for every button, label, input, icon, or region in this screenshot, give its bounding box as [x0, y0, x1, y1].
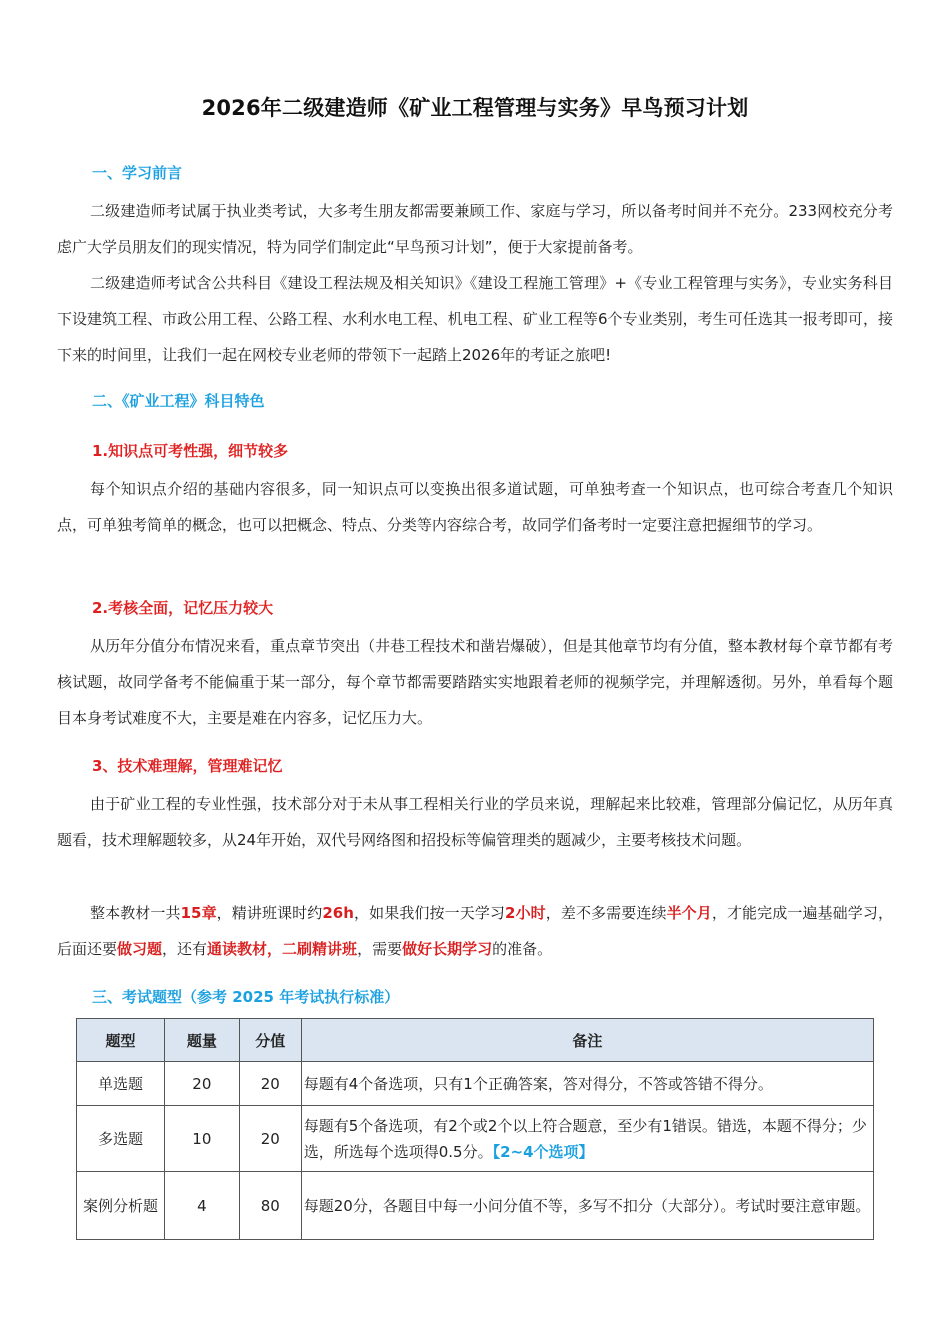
feature-heading-2: 2.考核全面，记忆压力较大 — [92, 599, 274, 617]
plan-highlight: 通读教材，二刷精讲班 — [207, 940, 358, 958]
intro-paragraph-1: 二级建造师考试属于执业类考试，大多考生朋友都需要兼顾工作、家庭与学习，所以备考时间并不充分。233网校充分考虑广大学员朋友们的现实情况，特为同学们制定此“早鸟预习计划”，便于大家提前备考。 — [57, 202, 893, 256]
cell-type: 多选题 — [77, 1106, 165, 1172]
plan-text: ，还有 — [162, 940, 208, 958]
plan-text: ，需要 — [357, 940, 403, 958]
cell-count: 4 — [164, 1172, 239, 1240]
plan-text: ，精讲班课时约 — [216, 904, 323, 922]
plan-highlight: 15章 — [180, 904, 217, 922]
feature-paragraph-3: 由于矿业工程的专业性强，技术部分对于未从事工程相关行业的学员来说，理解起来比较难，管理部分偏记忆，从历年真题看，技术理解题较多，从24年开始，双代号网络图和招投标等偏管理类的题减少，主要考核技术问题。 — [57, 795, 893, 849]
feature-heading-3: 3、技术难理解，管理难记忆 — [92, 757, 283, 775]
cell-type: 单选题 — [77, 1062, 165, 1106]
table-row — [77, 1062, 874, 1106]
header-count: 题量 — [164, 1019, 239, 1062]
feature-heading-1: 1.知识点可考性强，细节较多 — [92, 442, 289, 460]
feature-paragraph-2: 从历年分值分布情况来看，重点章节突出（井巷工程技术和凿岩爆破），但是其他章节均有分值，整本教材每个章节都有考核试题，故同学备考不能偏重于某一部分，每个章节都需要踏踏实实地跟着老师的视频学完，并理解透彻。另外，单看每个题目本身考试难度不大，主要是难在内容多，记忆压力大。 — [57, 637, 893, 727]
plan-highlight: 半个月 — [666, 904, 712, 922]
note-text: 每题有5个备选项，有2个或2个以上符合题意，至少有1错误。错选，本题不得分；少选，所选每个选项得0.5分。 — [303, 1116, 867, 1161]
study-plan-paragraph — [57, 895, 893, 967]
plan-highlight: 做习题 — [117, 940, 163, 958]
section-heading-features: 二、《矿业工程》科目特色 — [92, 392, 265, 410]
table-row — [77, 1106, 874, 1172]
plan-text: 整本教材一共 — [90, 904, 181, 922]
cell-count: 20 — [164, 1062, 239, 1106]
note-highlight: 【2~4个选项】 — [492, 1142, 594, 1161]
cell-count: 10 — [164, 1106, 239, 1172]
header-note: 备注 — [301, 1019, 873, 1062]
cell-score: 20 — [239, 1062, 301, 1106]
cell-note: 每题20分，各题目中每一小问分值不等，多写不扣分（大部分）。考试时要注意审题。 — [301, 1172, 873, 1240]
plan-text: ，才能完成一遍基础学习，后面还要 — [57, 904, 893, 958]
feature-paragraph-1: 每个知识点介绍的基础内容很多，同一知识点可以变换出很多道试题，可单独考查一个知识点，也可综合考查几个知识点，可单独考简单的概念，也可以把概念、特点、分类等内容综合考，故同学们备考时一定要注意把握细节的学习。 — [57, 480, 893, 534]
table-header-row — [77, 1019, 874, 1062]
intro-paragraph-2: 二级建造师考试含公共科目《建设工程法规及相关知识》《建设工程施工管理》+《专业工程管理与实务》，专业实务科目下设建筑工程、市政公用工程、公路工程、水利水电工程、机电工程、矿业工程等6个专业类别，考生可任选其一报考即可，接下来的时间里，让我们一起在网校专业老师的带领下一起踏上2026年的考证之旅吧! — [57, 274, 893, 364]
cell-score: 80 — [239, 1172, 301, 1240]
document-title: 2026年二级建造师《矿业工程管理与实务》早鸟预习计划 — [201, 96, 749, 120]
exam-types-table — [76, 1018, 874, 1240]
cell-note: 每题有4个备选项，只有1个正确答案，答对得分，不答或答错不得分。 — [301, 1062, 873, 1106]
table-row — [77, 1172, 874, 1240]
section-heading-exam-types: 三、考试题型（参考 2025 年考试执行标准） — [92, 988, 400, 1006]
plan-highlight: 2小时 — [505, 904, 546, 922]
section-heading-intro: 一、学习前言 — [92, 164, 183, 182]
plan-highlight: 26h — [322, 904, 354, 922]
header-type: 题型 — [77, 1019, 165, 1062]
plan-text: 的准备。 — [492, 940, 553, 958]
header-score: 分值 — [239, 1019, 301, 1062]
cell-score: 20 — [239, 1106, 301, 1172]
cell-type: 案例分析题 — [77, 1172, 165, 1240]
plan-text: ，如果我们按一天学习 — [353, 904, 506, 922]
plan-highlight: 做好长期学习 — [402, 940, 493, 958]
cell-note — [301, 1106, 873, 1172]
plan-text: ，差不多需要连续 — [545, 904, 667, 922]
